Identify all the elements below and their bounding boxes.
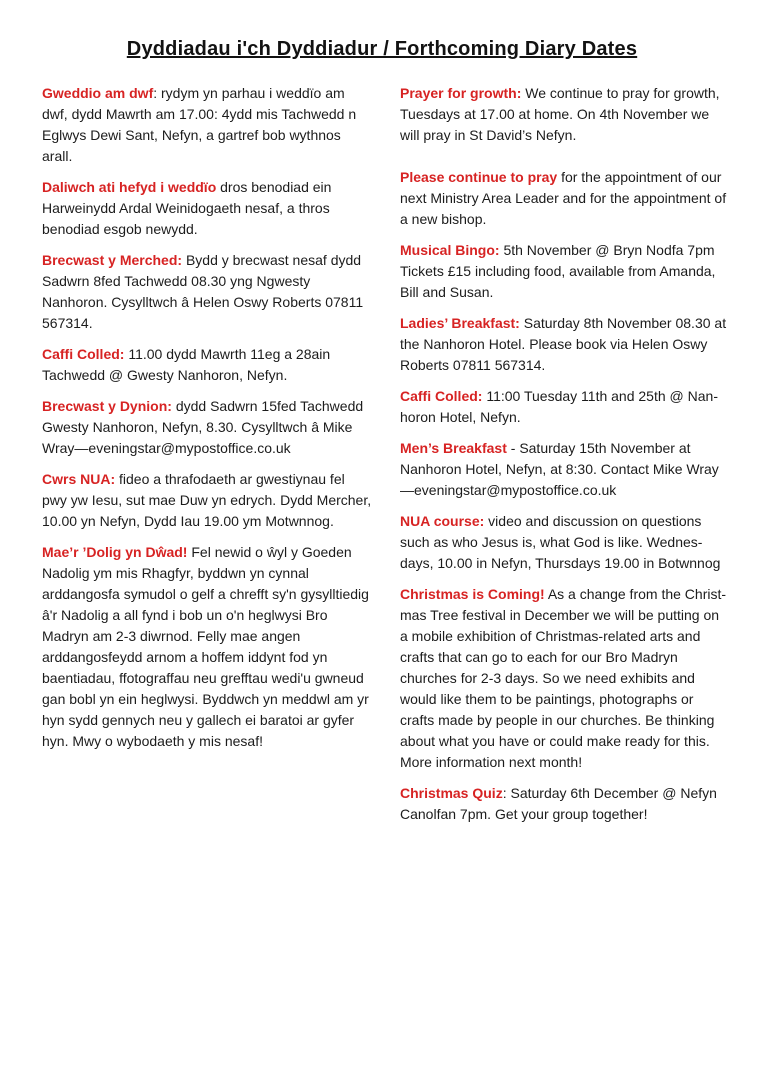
item-separator: : bbox=[153, 85, 158, 101]
item-body: 11:00 Tuesday 11th and 25th @ Nanhoron Hotel, Nefyn. bbox=[400, 388, 718, 425]
item-body: fideo a thrafodaeth ar gwestiynau fel pwy yw Iesu, sut mae Duw yn edrych. Dydd Mercher, 10.00 yn Nefyn, Dydd Iau 19.00 ym Motwnnog. bbox=[42, 471, 372, 529]
diary-item-ladies-breakfast bbox=[400, 313, 730, 376]
item-heading: Please continue to pray bbox=[400, 169, 558, 185]
diary-item-mens-breakfast bbox=[400, 438, 730, 501]
diary-item-gweddio-am-dwf bbox=[42, 83, 372, 167]
item-heading: Christmas is Coming! bbox=[400, 586, 545, 602]
item-body: Saturday 8th November 08.30 at the Nanhoron Hotel. Please book via Helen Oswy Roberts 07811 567314. bbox=[400, 315, 727, 373]
item-heading: Daliwch ati hefyd i weddïo bbox=[42, 179, 217, 195]
item-body: 11.00 dydd Mawrth 11eg a 28ain Tachwedd @ Gwesty Nanhoron, Nefyn. bbox=[42, 346, 331, 383]
column-english bbox=[400, 83, 730, 835]
item-heading: NUA course: bbox=[400, 513, 485, 529]
item-body: Bydd y brecwast nesaf dydd Sadwrn 8fed Tachwedd 08.30 yng Ngwesty Nanhoron. Cysylltwch â Helen Oswy Roberts 07811 567314. bbox=[42, 252, 364, 331]
diary-item-caffi-colled-en bbox=[400, 386, 730, 428]
item-body: rydym yn parhau i weddïo am dwf, dydd Mawrth am 17.00: 4ydd mis Tachwedd n Eglwys Dewi Sant, Nefyn, a gartref bob wythnos arall. bbox=[42, 85, 357, 164]
item-heading: Men’s Breakfast bbox=[400, 440, 507, 456]
item-body: 5th November @ Bryn Nodfa 7pm Tickets £15 including food, available from Amanda, Bill and Susan. bbox=[400, 242, 716, 300]
item-body: As a change from the Christmas Tree festival in December we will be putting on a mobile exhibition of Christmas-related arts and crafts that can go to each for our Bro Madryn churches for 2-3 days. So we need exhibits and would like them to be paintings, photographs or crafts made by people in our churches. Be thinking about what you have or could make ready for this. More information next month! bbox=[400, 586, 727, 770]
diary-columns bbox=[42, 83, 730, 835]
item-separator: : bbox=[502, 785, 507, 801]
diary-item-brecwast-y-dynion bbox=[42, 396, 372, 459]
item-heading: Musical Bingo: bbox=[400, 242, 500, 258]
item-body: for the appointment of our next Ministry Area Leader and for the appointment of a new bishop. bbox=[400, 169, 727, 227]
item-body: Saturday 6th December @ Nefyn Canolfan 7pm. Get your group together! bbox=[400, 785, 717, 822]
diary-item-musical-bingo bbox=[400, 240, 730, 303]
item-body: We continue to pray for growth, Tuesdays at 17.00 at home. On 4th November we will pray in St David’s Nefyn. bbox=[400, 85, 720, 143]
diary-item-brecwast-y-merched bbox=[42, 250, 372, 334]
diary-item-continue-to-pray bbox=[400, 167, 730, 230]
diary-item-dolig-yn-dwad bbox=[42, 542, 372, 752]
diary-item-cwrs-nua bbox=[42, 469, 372, 532]
item-heading: Cwrs NUA: bbox=[42, 471, 116, 487]
item-separator: - bbox=[506, 440, 516, 456]
item-heading: Prayer for growth: bbox=[400, 85, 522, 101]
item-heading: Caffi Colled: bbox=[42, 346, 125, 362]
item-heading: Caffi Colled: bbox=[400, 388, 483, 404]
diary-item-christmas-is-coming bbox=[400, 584, 730, 773]
item-heading: Brecwast y Merched: bbox=[42, 252, 183, 268]
item-heading: Brecwast y Dynion: bbox=[42, 398, 172, 414]
item-heading: Ladies’ Breakfast: bbox=[400, 315, 520, 331]
item-heading: Gweddio am dwf bbox=[42, 85, 154, 101]
item-body: Saturday 15th November at Nanhoron Hotel, Nefyn, at 8:30. Contact Mike Wray—eveningstar@mypostoffice.co.uk bbox=[400, 440, 719, 498]
item-heading: Mae’r ’Dolig yn Dŵad! bbox=[42, 544, 188, 560]
diary-item-daliwch-ati bbox=[42, 177, 372, 240]
diary-item-nua-course bbox=[400, 511, 730, 574]
item-heading: Christmas Quiz bbox=[400, 785, 503, 801]
item-body: dydd Sadwrn 15fed Tachwedd Gwesty Nanhoron, Nefyn, 8.30. Cysylltwch â Mike Wray—eveningstar@mypostoffice.co.uk bbox=[42, 398, 364, 456]
item-body: Fel newid o ŵyl y Goeden Nadolig ym mis Rhagfyr, byddwn yn cynnal arddangosfa symudol o gelf a chrefft sy'n gysylltiedig â'r Nadolig a all fynd i bob un o'n heglwysi Bro Madryn am 2-3 diwrnod. Felly mae angen arddangosfeydd arnom a hoffem iddynt fod yn baentiadau, ffotograffau neu grefftau wedi'u gwneud gan bobl yn ein heglwysi. Byddwch yn meddwl am yr hyn sydd gennych neu y gallech ei baratoi ar gyfer hyn. Mwy o wybodaeth y mis nesaf! bbox=[42, 544, 369, 749]
item-body: dros benodiad ein Harweinydd Ardal Weinidogaeth nesaf, a thros benodiad esgob newydd. bbox=[42, 179, 332, 237]
diary-item-prayer-for-growth bbox=[400, 83, 730, 146]
item-body: video and discussion on questions such as who Jesus is, what God is like. Wednesdays, 10.00 in Nefyn, Thursdays 19.00 in Botwnnog bbox=[400, 513, 721, 571]
page-title: Dyddiadau i'ch Dyddiadur / Forthcoming Diary Dates bbox=[126, 38, 638, 60]
column-welsh bbox=[42, 83, 372, 762]
diary-item-christmas-quiz bbox=[400, 783, 730, 825]
diary-item-caffi-colled-cy bbox=[42, 344, 372, 386]
